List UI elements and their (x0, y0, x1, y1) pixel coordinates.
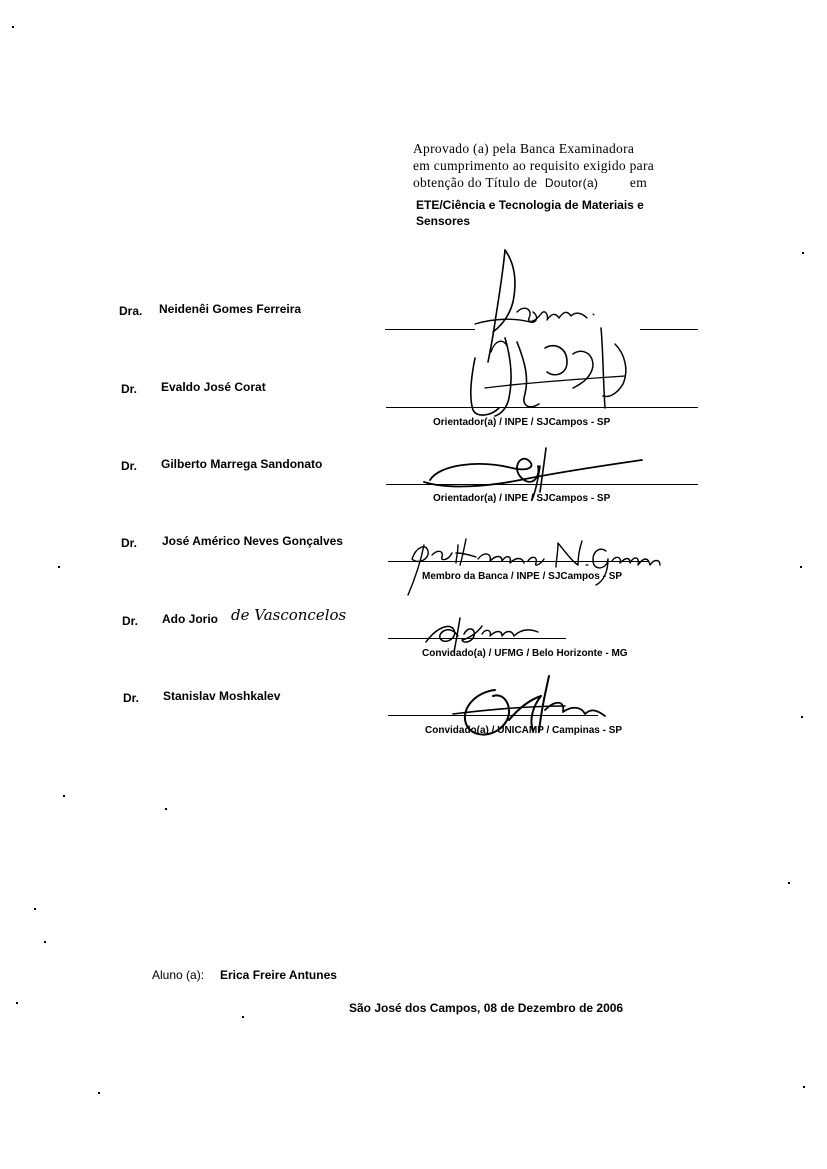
member-4-title: Dr. (121, 536, 138, 550)
scan-speck (788, 882, 790, 884)
scan-speck (12, 26, 14, 28)
member-1-title: Dra. (119, 304, 143, 318)
approval-line-2: em cumprimento ao requisito exigido para (413, 158, 655, 173)
approval-statement (413, 140, 654, 192)
scan-speck (34, 908, 36, 910)
member-3-name: Gilberto Marrega Sandonato (161, 457, 323, 471)
signature-6 (445, 670, 615, 750)
place-date: São José dos Campos, 08 de Dezembro de 2006 (349, 1001, 624, 1015)
scan-speck (165, 808, 167, 810)
student-name: Erica Freire Antunes (220, 968, 337, 982)
approval-line-3-suffix: em (629, 175, 648, 190)
scan-speck (16, 1002, 18, 1004)
member-6-role: Convidado(a) / UNICAMP / Campinas - SP (425, 725, 623, 736)
approval-line-3-prefix: obtenção do Título de (413, 175, 538, 190)
handwritten-note: de Vasconcelos (231, 606, 347, 624)
member-4-role: Membro da Banca / INPE / SJCampos - SP (422, 571, 623, 582)
approval-line-1: Aprovado (a) pela Banca Examinadora (413, 141, 635, 156)
signature-2 (455, 318, 645, 428)
signature-3 (420, 440, 650, 510)
member-6-name: Stanislav Moshkalev (163, 689, 281, 703)
program-name (416, 197, 644, 229)
member-3-title: Dr. (121, 459, 138, 473)
member-2-role: Orientador(a) / INPE / SJCampos - SP (433, 417, 611, 428)
approval-line-3 (413, 174, 654, 192)
signature-4 (398, 525, 668, 600)
scan-speck (44, 941, 46, 943)
degree-title: Doutor(a) (544, 176, 599, 190)
member-5-title: Dr. (122, 614, 139, 628)
member-2-title: Dr. (121, 382, 138, 396)
scan-speck (98, 1092, 100, 1094)
member-3-role: Orientador(a) / INPE / SJCampos - SP (433, 493, 611, 504)
program-line-1: ETE/Ciência e Tecnologia de Materiais e (416, 198, 644, 212)
member-6-title: Dr. (123, 691, 140, 705)
member-4-name: José Américo Neves Gonçalves (162, 534, 343, 548)
member-5-name: Ado Jorio (162, 612, 218, 626)
member-5-role: Convidado(a) / UFMG / Belo Horizonte - MG (422, 648, 628, 659)
scan-speck (63, 795, 65, 797)
scan-speck (800, 566, 802, 568)
scan-speck (803, 1086, 805, 1088)
student-label: Aluno (a): (152, 968, 205, 982)
signature-5 (420, 608, 550, 663)
scan-speck (802, 252, 804, 254)
member-2-name: Evaldo José Corat (161, 380, 266, 394)
member-1-name: Neidenêi Gomes Ferreira (159, 302, 302, 316)
scan-speck (58, 566, 60, 568)
scan-speck (801, 716, 803, 718)
program-line-2: Sensores (416, 214, 471, 228)
scan-speck (242, 1016, 244, 1018)
signature-line-1b (640, 329, 698, 330)
